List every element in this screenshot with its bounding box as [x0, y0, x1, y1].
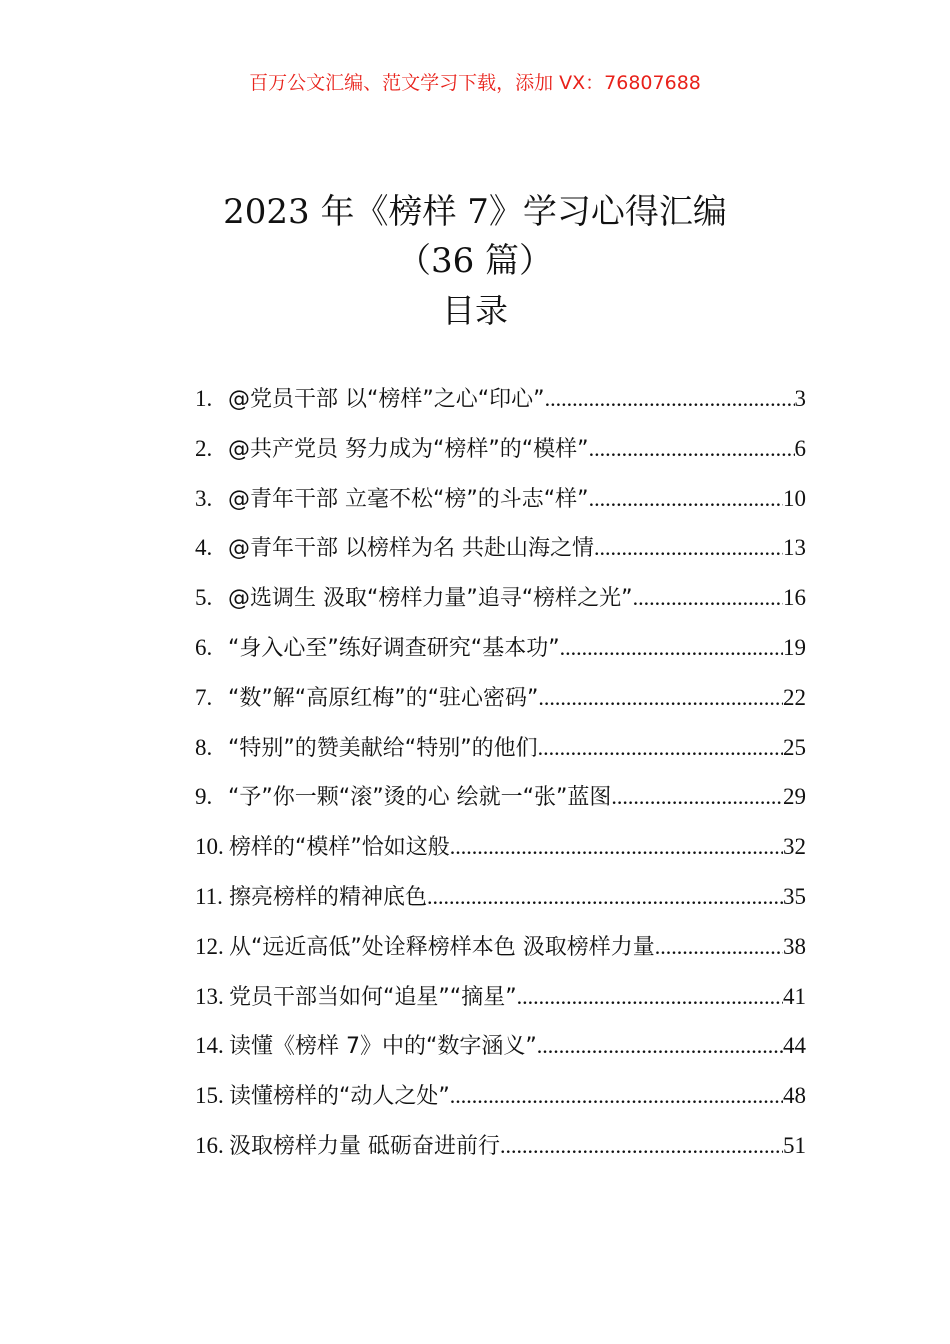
toc-dot-leader [517, 984, 783, 1010]
toc-entry-number: 5. [195, 585, 213, 611]
toc-dot-leader [427, 884, 783, 910]
toc-entry-number: 6. [195, 634, 213, 660]
toc-entry[interactable] [195, 980, 806, 1030]
toc-entry-title: @选调生 汲取“榜样力量”追寻“榜样之光” [228, 586, 633, 612]
toc-dot-leader [450, 1083, 783, 1109]
toc-entry[interactable] [195, 1079, 806, 1129]
toc-entry[interactable] [195, 482, 806, 532]
toc-dot-leader [538, 735, 783, 761]
toc-entry-title: 擦亮榜样的精神底色 [229, 884, 428, 910]
toc-entry-page: 25 [783, 734, 806, 760]
toc-entry-page: 10 [783, 485, 806, 511]
toc-entry-title: @青年干部 以榜样为名 共赴山海之情 [228, 536, 594, 562]
toc-entry-number: 15. [195, 1083, 224, 1109]
toc-entry[interactable] [195, 531, 806, 581]
toc-entry[interactable] [195, 681, 806, 731]
toc-entry-page: 51 [783, 1132, 806, 1158]
toc-dot-leader [537, 1033, 783, 1059]
toc-dot-leader [560, 635, 783, 661]
toc-entry-title: 从“远近高低”处诠释榜样本色 汲取榜样力量 [229, 934, 655, 960]
toc-entry[interactable] [195, 1029, 806, 1079]
toc-entry-page: 32 [783, 834, 806, 860]
toc-entry-page: 41 [783, 983, 806, 1009]
toc-entry-number: 11. [195, 883, 223, 909]
toc-entry-title: “特别”的赞美献给“特别”的他们 [228, 735, 538, 761]
toc-entry-page: 38 [783, 933, 806, 959]
toc-entry-page: 29 [783, 784, 806, 810]
toc-entry-title: “数”解“高原红梅”的“驻心密码” [228, 685, 539, 711]
toc-dot-leader [655, 934, 783, 960]
toc-entry-title: @青年干部 立毫不松“榜”的斗志“样” [228, 486, 589, 512]
toc-entry-page: 44 [783, 1033, 806, 1059]
toc-entry-number: 4. [195, 535, 213, 561]
table-of-contents [195, 382, 806, 1179]
toc-entry-page: 16 [783, 585, 806, 611]
toc-dot-leader [450, 834, 783, 860]
toc-dot-leader [594, 535, 783, 561]
toc-entry[interactable] [195, 830, 806, 880]
toc-entry[interactable] [195, 880, 806, 930]
toc-entry[interactable] [195, 432, 806, 482]
toc-entry-page: 6 [794, 435, 806, 461]
toc-entry-title: @共产党员 努力成为“榜样”的“模样” [228, 436, 589, 462]
toc-entry-title: 读懂榜样的“动人之处” [229, 1084, 450, 1110]
toc-dot-leader [589, 486, 783, 512]
toc-entry-page: 19 [783, 634, 806, 660]
toc-entry-number: 10. [195, 834, 224, 860]
toc-entry[interactable] [195, 631, 806, 681]
toc-entry-number: 12. [195, 933, 224, 959]
toc-heading: 目录 [442, 291, 508, 330]
toc-entry[interactable] [195, 1129, 806, 1179]
toc-entry-number: 1. [195, 386, 213, 411]
toc-entry[interactable] [195, 780, 806, 830]
toc-entry[interactable] [195, 930, 806, 980]
toc-dot-leader [589, 436, 795, 462]
toc-entry-page: 22 [783, 684, 806, 710]
toc-entry-title: @党员干部 以“榜样”之心“印心” [228, 387, 545, 412]
toc-entry-title: 汲取榜样力量 砥砺奋进前行 [229, 1133, 500, 1159]
toc-entry-title: “予”你一颗“滚”烫的心 绘就一“张”蓝图 [228, 785, 612, 811]
header-note: 百万公文汇编、范文学习下载，添加 VX：76807688 [249, 72, 701, 94]
toc-entry-number: 7. [195, 684, 213, 710]
toc-dot-leader [545, 386, 795, 412]
toc-dot-leader [611, 784, 783, 810]
toc-entry-number: 3. [195, 485, 213, 511]
toc-entry-number: 13. [195, 983, 224, 1009]
toc-entry-page: 35 [783, 883, 806, 909]
toc-entry-number: 16. [195, 1132, 224, 1158]
toc-entry-title: 党员干部当如何“追星”“摘星” [229, 984, 517, 1010]
toc-entry-title: 读懂《榜样 7》中的“数字涵义” [229, 1034, 537, 1060]
toc-entry-number: 14. [195, 1033, 224, 1059]
toc-entry[interactable] [195, 382, 806, 432]
toc-entry-number: 9. [195, 784, 213, 810]
document-subtitle: （36 篇） [396, 241, 554, 281]
document-title: 2023 年《榜样 7》学习心得汇编 [223, 192, 727, 232]
toc-entry-number: 8. [195, 734, 213, 760]
toc-entry-title: “身入心至”练好调查研究“基本功” [228, 635, 560, 661]
toc-entry-number: 2. [195, 435, 213, 461]
toc-entry-page: 13 [783, 535, 806, 561]
toc-entry[interactable] [195, 581, 806, 631]
toc-dot-leader [500, 1133, 783, 1159]
toc-dot-leader [538, 685, 783, 711]
toc-entry-page: 3 [794, 386, 806, 411]
toc-entry-title: 榜样的“模样”恰如这般 [229, 835, 450, 861]
toc-entry[interactable] [195, 731, 806, 781]
toc-entry-page: 48 [783, 1083, 806, 1109]
toc-dot-leader [633, 585, 783, 611]
